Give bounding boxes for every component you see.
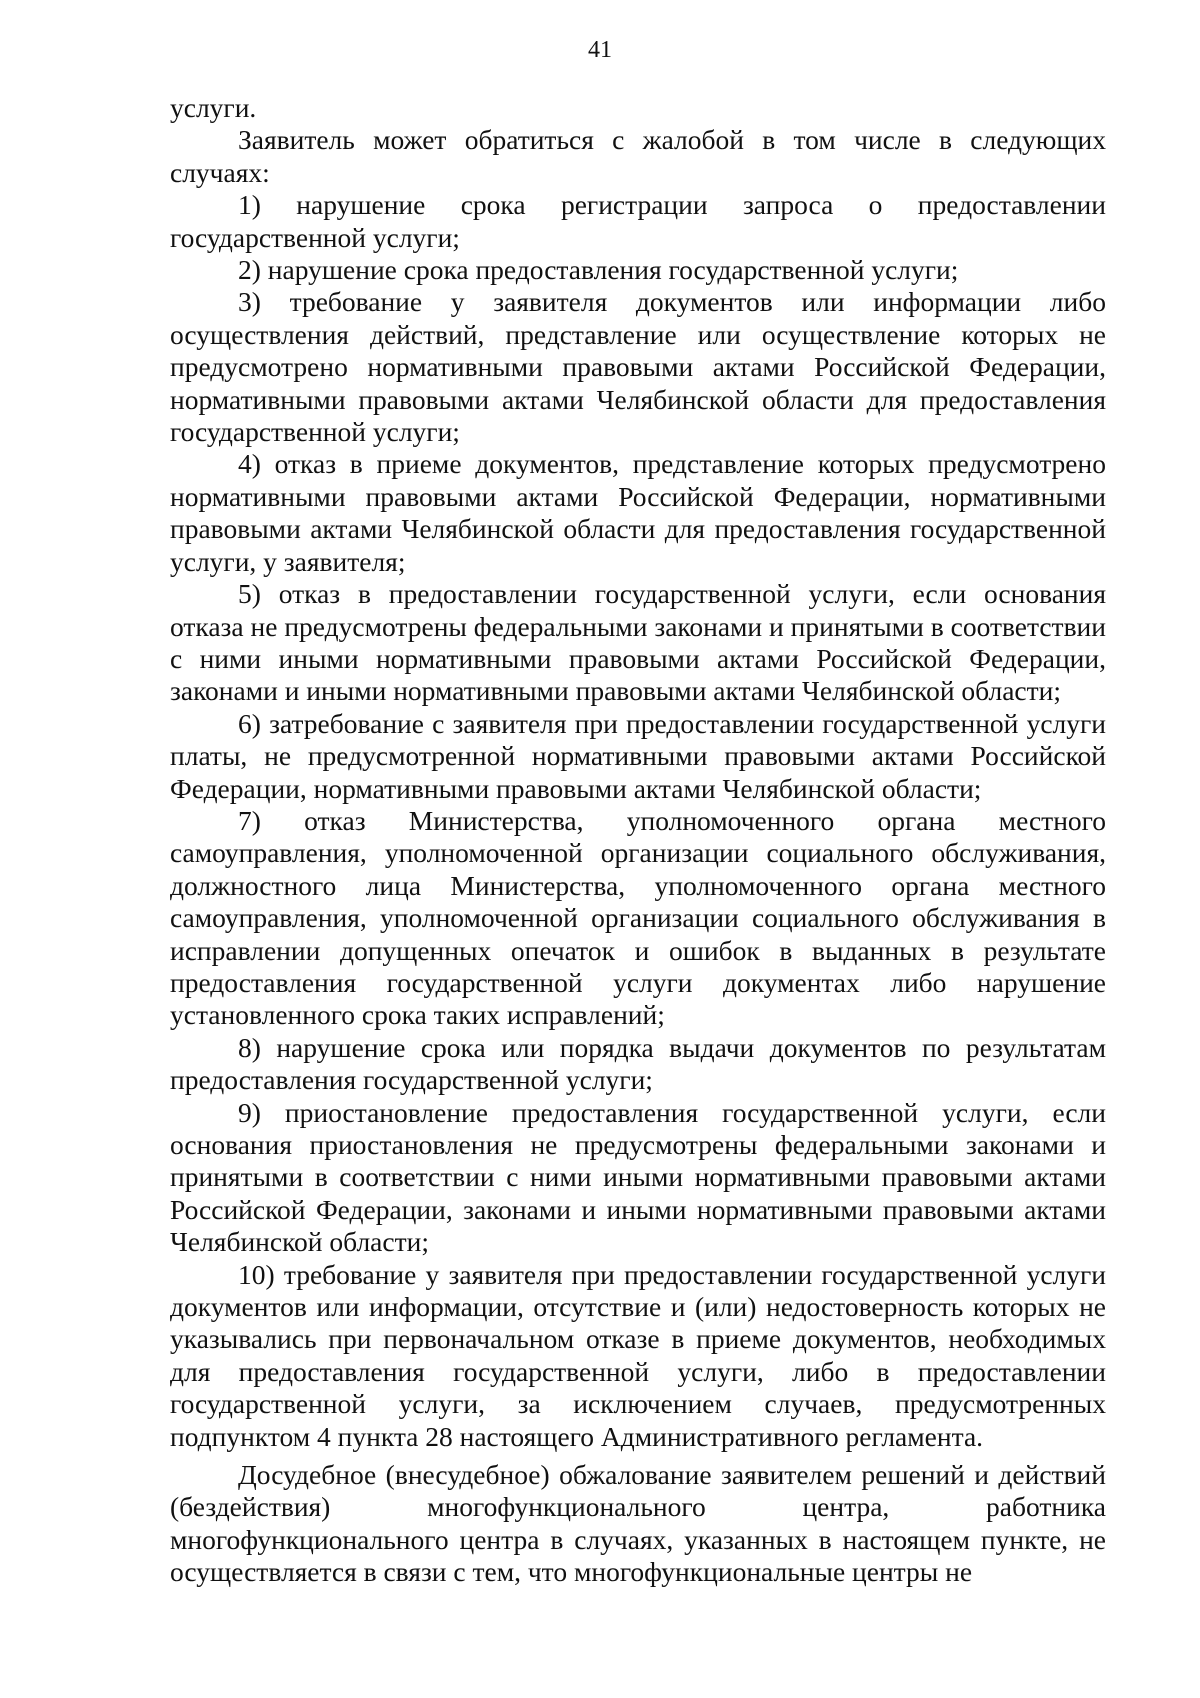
- list-item-7: 7) отказ Министерства, уполномоченного органа местного самоуправления, уполномоченной организации социального обслуживания, должностного лица Министерства, уполномоченного органа местного самоуправления, уполномоченной организации социального обслуживания в исправлении допущенных опечаток и ошибок в выданных в результате предоставления государственной услуги документах либо нарушение установленного срока таких исправлений;: [170, 804, 1106, 1031]
- list-item-3: 3) требование у заявителя документов или информации либо осуществления действий, представление или осуществление которых не предусмотрено нормативными правовыми актами Российской Федерации, нормативными правовыми актами Челябинской области для предоставления государственной услуги;: [170, 286, 1106, 448]
- paragraph-intro: Заявитель может обратиться с жалобой в том числе в следующих случаях:: [170, 124, 1106, 188]
- list-item-10: 10) требование у заявителя при предоставлении государственной услуги документов или информации, отсутствие и (или) недостоверность которых не указывались при первоначальном отказе в приеме документов, необходимых для предоставления государственной услуги, либо в предоставлении государственной услуги, за исключением случаев, предусмотренных подпунктом 4 пункта 28 настоящего Административного регламента.: [170, 1258, 1106, 1452]
- list-item-6: 6) затребование с заявителя при предоставлении государственной услуги платы, не предусмотренной нормативными правовыми актами Российской Федерации, нормативными правовыми актами Челябинской области;: [170, 707, 1106, 804]
- paragraph-continuation: услуги.: [170, 92, 257, 123]
- list-item-1: 1) нарушение срока регистрации запроса о предоставлении государственной услуги;: [170, 189, 1106, 253]
- page-number: 41: [588, 37, 612, 63]
- document-body: [170, 92, 1106, 1589]
- paragraph-closing: Досудебное (внесудебное) обжалование заявителем решений и действий (бездействия) многофункционального центра, работника многофункционального центра в случаях, указанных в настоящем пункте, не осуществляется в связи с тем, что многофункциональные центры не: [170, 1459, 1106, 1588]
- list-item-5: 5) отказ в предоставлении государственной услуги, если основания отказа не предусмотрены федеральными законами и принятыми в соответствии с ними иными нормативными правовыми актами Российской Федерации, законами и иными нормативными правовыми актами Челябинской области;: [170, 578, 1106, 707]
- list-item-4: 4) отказ в приеме документов, представление которых предусмотрено нормативными правовыми актами Российской Федерации, нормативными правовыми актами Челябинской области для предоставления государственной услуги, у заявителя;: [170, 448, 1106, 577]
- list-item-8: 8) нарушение срока или порядка выдачи документов по результатам предоставления государственной услуги;: [170, 1031, 1106, 1096]
- list-item-9: 9) приостановление предоставления государственной услуги, если основания приостановления не предусмотрены федеральными законами и принятыми в соответствии с ними иными нормативными правовыми актами Российской Федерации, законами и иными нормативными правовыми актами Челябинской области;: [170, 1096, 1106, 1258]
- list-item-2: 2) нарушение срока предоставления государственной услуги;: [238, 254, 959, 286]
